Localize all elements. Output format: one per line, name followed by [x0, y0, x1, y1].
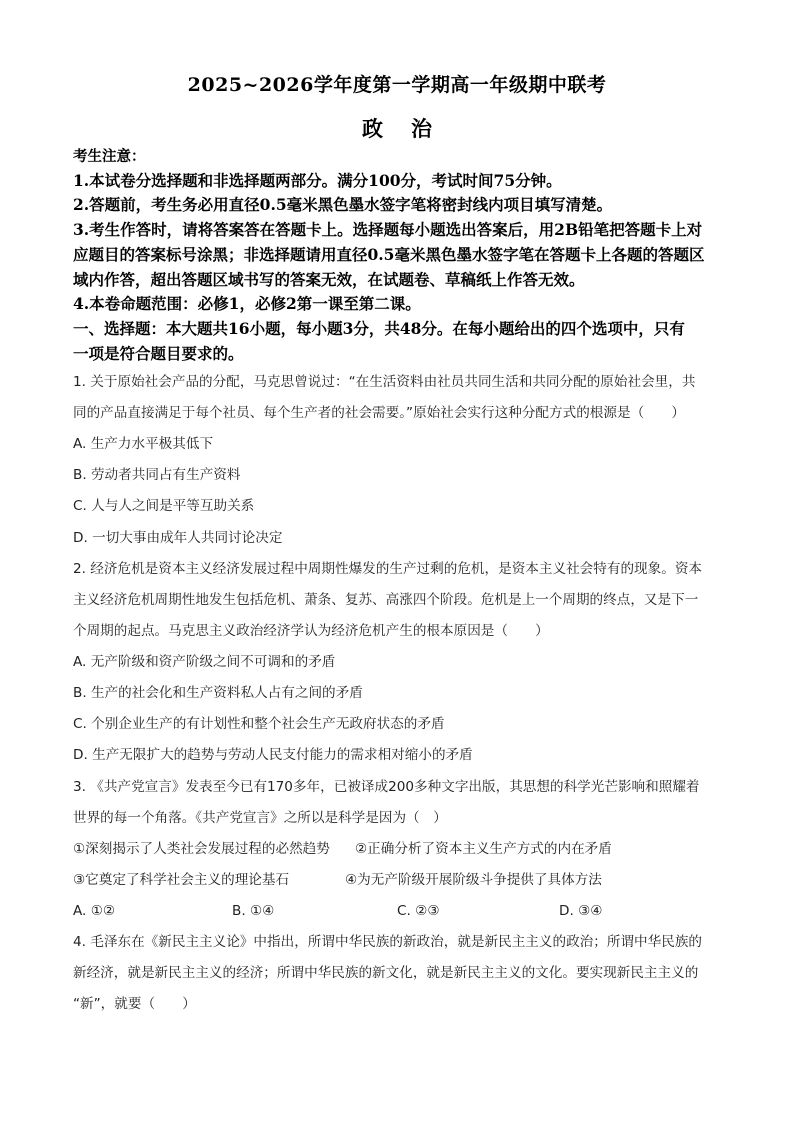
option-a: A. 无产阶级和资产阶级之间不可调和的矛盾 [73, 654, 336, 670]
question-stem: “新”，就要（ ） [73, 996, 196, 1012]
statement-3: ③它奠定了科学社会主义的理论基石 [73, 872, 290, 888]
statement-4: ④为无产阶级开展阶级斗争提供了具体方法 [345, 872, 602, 888]
option-c: C. 人与人之间是平等互助关系 [73, 498, 255, 514]
option-c: C. 个别企业生产的有计划性和整个社会生产无政府状态的矛盾 [73, 716, 445, 732]
question-stem: 4. 毛泽东在《新民主主义论》中指出，所谓中华民族的新政治，就是新民主主义的政治；所谓中华民族的 [73, 934, 703, 950]
question-stem: 3. 《共产党宣言》发表至今已有170多年，已被译成200多种文字出版，其思想的科学光芒影响和照耀着 [73, 779, 700, 795]
option-d: D. 一切大事由成年人共同讨论决定 [73, 530, 283, 546]
question-stem: 世界的每一个角落。《共产党宣言》之所以是科学是因为（ ） [73, 810, 447, 826]
notice-item: 1.本试卷分选择题和非选择题两部分。满分100分，考试时间75分钟。 [73, 171, 562, 190]
option-b: B. 劳动者共同占有生产资料 [73, 467, 241, 483]
section-heading: 一、选择题：本大题共16小题，每小题3分，共48分。在每小题给出的四个选项中，只有 [73, 319, 685, 338]
question-stem: 个周期的起点。马克思主义政治经济学认为经济危机产生的根本原因是（ ） [73, 623, 549, 639]
option-a: A. 生产力水平极其低下 [73, 436, 214, 452]
statement-2: ②正确分析了资本主义生产方式的内在矛盾 [355, 841, 612, 857]
section-heading: 一项是符合题目要求的。 [73, 344, 244, 363]
question-stem: 同的产品直接满足于每个社员、每个生产者的社会需要。”原始社会实行这种分配方式的根源是（ ） [73, 405, 685, 421]
notice-item: 2.答题前，考生务必用直径0.5毫米黑色墨水签字笔将密封线内项目填写清楚。 [73, 195, 613, 214]
choice-d: D. ③④ [559, 903, 603, 919]
choice-c: C. ②③ [397, 903, 440, 919]
statement-1: ①深刻揭示了人类社会发展过程的必然趋势 [73, 841, 330, 857]
option-d: D. 生产无限扩大的趋势与劳动人民支付能力的需求相对缩小的矛盾 [73, 747, 473, 763]
notice-item: 域内作答，超出答题区域书写的答案无效，在试题卷、草稿纸上作答无效。 [73, 270, 585, 289]
choice-b: B. ①④ [232, 903, 275, 919]
question-stem: 主义经济危机周期性地发生包括危机、萧条、复苏、高涨四个阶段。危机是上一个周期的终点，又是下一 [73, 592, 699, 608]
notice-item: 3.考生作答时，请将答案答在答题卡上。选择题每小题选出答案后，用2B铅笔把答题卡上对 [73, 220, 703, 239]
notice-item: 4.本卷命题范围：必修1，必修2第一课至第二课。 [73, 294, 421, 313]
question-stem: 1. 关于原始社会产品的分配，马克思曾说过：“在生活资料由社员共同生活和共同分配的原始社会里，共 [73, 374, 696, 390]
notice-item: 应题目的答案标号涂黑；非选择题请用直径0.5毫米黑色墨水签字笔在答题卡上各题的答题区 [73, 245, 705, 264]
exam-title: 2025~2026学年度第一学期高一年级期中联考 [187, 74, 607, 96]
subject-title: 政治 [362, 116, 460, 141]
question-stem: 2. 经济危机是资本主义经济发展过程中周期性爆发的生产过剩的危机，是资本主义社会特有的现象。资本 [73, 561, 703, 577]
option-b: B. 生产的社会化和生产资料私人占有之间的矛盾 [73, 685, 363, 701]
choice-a: A. ①② [73, 903, 116, 919]
question-stem: 新经济，就是新民主主义的经济；所谓中华民族的新文化，就是新民主主义的文化。要实现新民主主义的 [73, 965, 699, 981]
notice-heading: 考生注意： [73, 148, 146, 165]
